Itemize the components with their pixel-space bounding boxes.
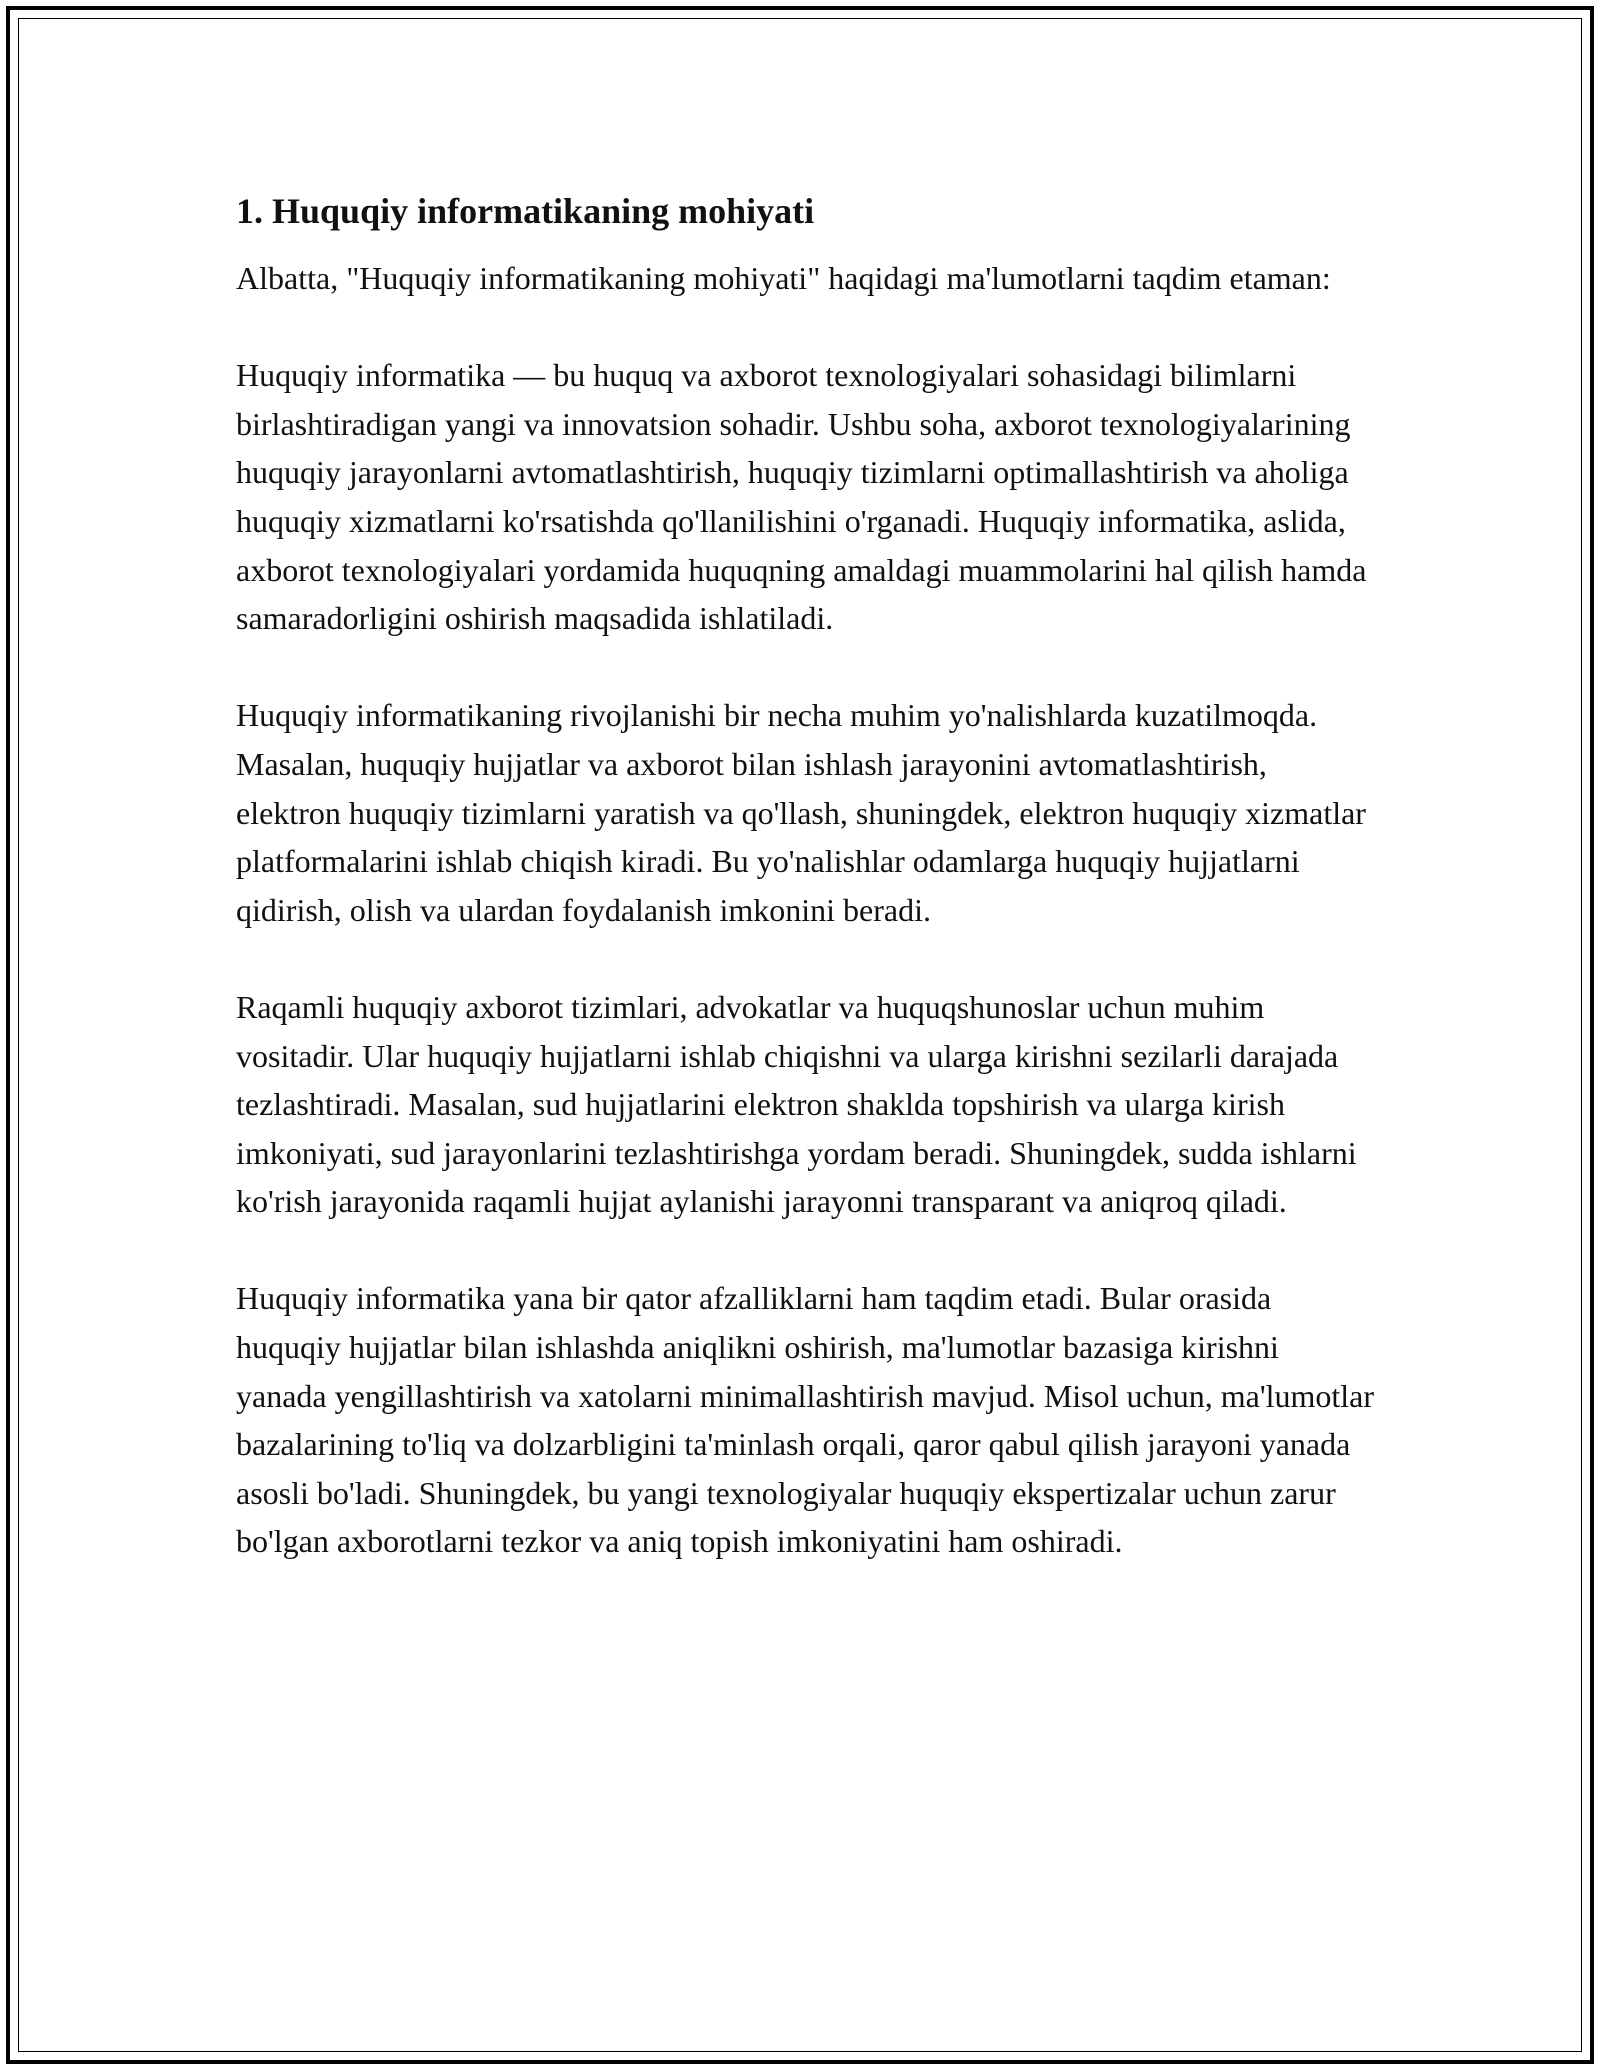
intro-paragraph: Albatta, "Huquqiy informatikaning mohiyati" haqidagi ma'lumotlarni taqdim etaman:	[236, 260, 1331, 296]
paragraph-1: Huquqiy informatika — bu huquq va axborot texnologiyalari sohasidagi bilimlarni birlashtiradigan yangi va innovatsion sohadir. Ushbu soha, axborot texnologiyalarining huquqiy jarayonlarni avtomatlashtirish, huquqiy tizimlarni optimallashtirish va aholiga huquqiy xizmatlarni ko'rsatishda qo'llanilishini o'rganadi. Huquqiy informatika, aslida, axborot texnologiyalari yordamida huquqning amaldagi muammolarini hal qilish hamda samaradorligini oshirish maqsadida ishlatiladi.	[236, 357, 1367, 637]
document-body	[236, 186, 1376, 1566]
paragraph-3: Raqamli huquqiy axborot tizimlari, advokatlar va huquqshunoslar uchun muhim vositadir. Ular huquqiy hujjatlarni ishlab chiqishni va ularga kirishni sezilarli darajada tezlashtiradi. Masalan, sud hujjatlarini elektron shaklda topshirish va ularga kirish imkoniyati, sud jarayonlarini tezlashtirishga yordam beradi. Shuningdek, sudda ishlarni ko'rish jarayonida raqamli hujjat aylanishi jarayonni transparant va aniqroq qiladi.	[236, 988, 1357, 1220]
document-title: 1. Huquqiy informatikaning mohiyati	[236, 191, 815, 231]
paragraph-2: Huquqiy informatikaning rivojlanishi bir necha muhim yo'nalishlarda kuzatilmoqda. Masalan, huquqiy hujjatlar va axborot bilan ishlash jarayonini avtomatlashtirish, elektron huquqiy tizimlarni yaratish va qo'llash, shuningdek, elektron huquqiy xizmatlar platformalarini ishlab chiqish kiradi. Bu yo'nalishlar odamlarga huquqiy hujjatlarni qidirish, olish va ulardan foydalanish imkonini beradi.	[236, 697, 1366, 928]
paragraph-4: Huquqiy informatika yana bir qator afzalliklarni ham taqdim etadi. Bular orasida huquqiy hujjatlar bilan ishlashda aniqlikni oshirish, ma'lumotlar bazasiga kirishni yanada yengillashtirish va xatolarni minimallashtirish mavjud. Misol uchun, ma'lumotlar bazalarining to'liq va dolzarbligini ta'minlash orqali, qaror qabul qilish jarayoni yanada asosli bo'ladi. Shuningdek, bu yangi texnologiyalar huquqiy ekspertizalar uchun zarur bo'lgan axborotlarni tezkor va aniq topish imkoniyatini ham oshiradi.	[236, 1280, 1374, 1560]
